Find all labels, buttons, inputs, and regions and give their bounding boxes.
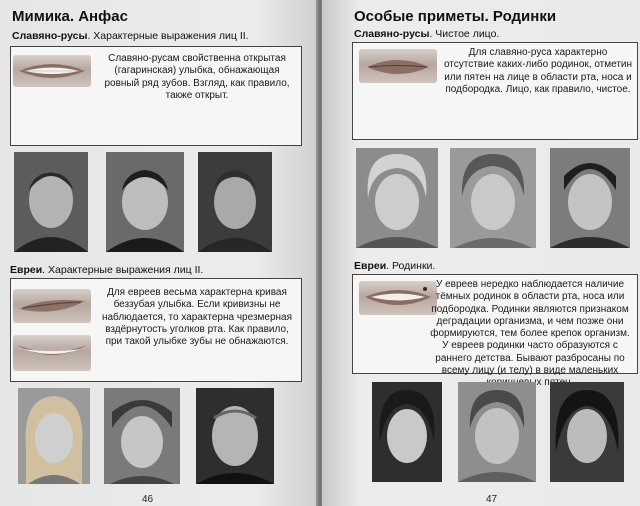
portrait-photo xyxy=(356,148,438,248)
right-page-number: 47 xyxy=(486,494,498,505)
portrait-photo xyxy=(458,382,536,482)
left-page-number: 46 xyxy=(142,494,154,505)
right-section2-label-rest: . Родинки. xyxy=(386,260,436,272)
portrait-photo xyxy=(106,152,184,252)
right-section1-box xyxy=(352,42,638,140)
right-section1-label-bold: Славяно-русы xyxy=(354,28,430,40)
left-section2-box xyxy=(10,278,302,382)
left-section2-label-rest: . Характерные выражения лиц II. xyxy=(42,264,204,276)
portrait-photo xyxy=(196,388,274,484)
mouth-image xyxy=(13,289,91,323)
right-page-heading: Особые приметы. Родинки xyxy=(354,8,557,25)
mouth-image xyxy=(359,49,437,83)
portrait-photo xyxy=(550,148,630,248)
portrait-photo xyxy=(18,388,90,484)
smile-teeth-graphic xyxy=(13,55,91,87)
portrait-photo xyxy=(550,382,624,482)
left-section1-box xyxy=(10,46,302,146)
left-section2-label-bold: Евреи xyxy=(10,264,43,276)
lips-with-mole-graphic xyxy=(359,281,437,315)
left-section2-text: Для евреев весьма характерна кривая беззубая улыбка. Если кривизны не наблюдается, то характерна чрезмерная вздёрнутость уголков рта. Как правило, при такой улыбке зубы не обнажаются. xyxy=(101,287,293,348)
mouth-image xyxy=(359,281,437,315)
right-section1-text: Для славяно-руса характерно отсутствие каких-либо родинок, отметин или пятен на лице в области рта, носа и подбородка. Лицо, как правило, чистое. xyxy=(443,47,633,95)
upturned-smile-graphic xyxy=(13,335,91,371)
right-section2-label-bold: Евреи xyxy=(354,260,387,272)
right-section2-text: У евреев нередко наблюдается наличие тёмных родинок в области рта, носа или подбородка. Родинки являются признаком деградации организма, и чем позже они формируются, тем более крепок организм. У евреев родинки часто образуются с раннего детства. Бывают разбросаны по всему лицу (и телу) в виде маленьких xyxy=(430,279,630,377)
left-section2-label xyxy=(10,264,203,276)
portrait-photo xyxy=(372,382,442,482)
mouth-image xyxy=(13,335,91,371)
right-section2-label xyxy=(354,260,435,272)
right-page xyxy=(322,0,640,506)
right-section1-label-rest: . Чистое лицо. xyxy=(429,28,500,40)
portrait-photo xyxy=(104,388,180,484)
right-section1-label xyxy=(354,28,499,40)
left-section1-label-rest: . Характерные выражения лиц II. xyxy=(87,30,249,42)
left-section1-label-bold: Славяно-русы xyxy=(12,30,88,42)
mouth-image xyxy=(13,55,91,87)
left-page-heading: Мимика. Анфас xyxy=(12,8,128,25)
portrait-photo xyxy=(450,148,536,248)
lips-graphic xyxy=(359,49,437,83)
left-page xyxy=(0,0,318,506)
portrait-photo xyxy=(198,152,272,252)
portrait-photo xyxy=(14,152,88,252)
crooked-smile-graphic xyxy=(13,289,91,323)
left-section1-text: Славяно-русам свойственна открытая (гагаринская) улыбка, обнажающая ровный ряд зубов. Взгляд, как правило, также открыт. xyxy=(104,53,290,101)
left-section1-label xyxy=(12,30,249,42)
right-section2-box xyxy=(352,274,638,377)
